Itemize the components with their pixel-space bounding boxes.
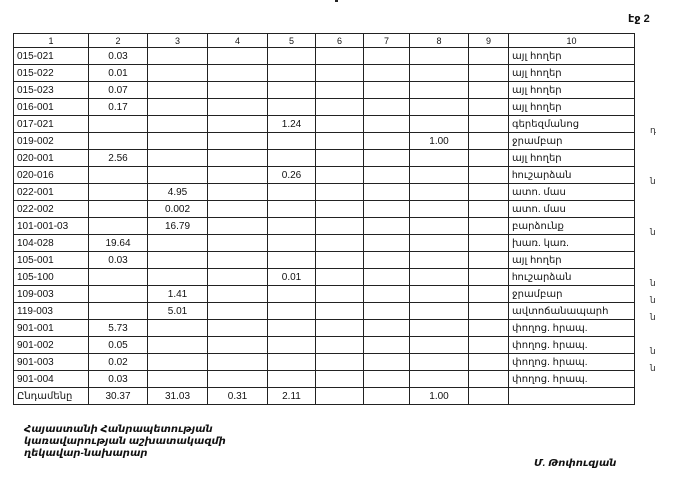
area-value [208,337,268,354]
area-value [469,133,509,150]
area-value [208,48,268,65]
area-value [208,354,268,371]
area-value [268,65,316,82]
table-row [14,320,635,337]
area-value [410,48,469,65]
table-row [14,354,635,371]
area-value [410,252,469,269]
parcel-code: 901-002 [14,337,89,354]
area-value: 0.01 [89,65,148,82]
area-value [316,354,364,371]
area-value [469,150,509,167]
parcel-code: 105-001 [14,252,89,269]
area-value [316,269,364,286]
area-value [469,371,509,388]
table-row [14,150,635,167]
table-row [14,82,635,99]
area-value: 4.95 [148,184,208,201]
table-row [14,252,635,269]
total-value [316,388,364,405]
area-value [469,252,509,269]
land-table [13,33,635,405]
margin-mark: ն [650,176,656,186]
area-value: 0.03 [89,371,148,388]
area-value [410,320,469,337]
signature-block [24,424,226,460]
area-value [469,235,509,252]
header-row [14,34,635,48]
area-value [148,133,208,150]
page-number: էջ 2 [628,13,650,25]
land-type: այլ հողեր [509,82,635,99]
total-label: Ընդամենը [14,388,89,405]
area-value [89,167,148,184]
area-value [364,320,410,337]
area-value [364,99,410,116]
area-value [208,235,268,252]
area-value [89,201,148,218]
area-value [469,286,509,303]
area-value: 16.79 [148,218,208,235]
area-value [410,303,469,320]
land-type: խառ. կառ. [509,235,635,252]
area-value [410,167,469,184]
area-value [148,269,208,286]
area-value [268,184,316,201]
total-value [364,388,410,405]
area-value [469,218,509,235]
area-value [148,116,208,133]
area-value [208,133,268,150]
area-value [410,82,469,99]
area-value: 0.07 [89,82,148,99]
area-value [316,167,364,184]
area-value [316,235,364,252]
margin-mark: ն [650,227,656,237]
parcel-code: 015-022 [14,65,89,82]
area-value: 1.41 [148,286,208,303]
area-value [208,218,268,235]
area-value [148,371,208,388]
land-type: այլ հողեր [509,65,635,82]
table-row [14,65,635,82]
total-value [469,388,509,405]
area-value [364,65,410,82]
land-type: hուշարձան [509,167,635,184]
area-value [410,354,469,371]
area-value [316,320,364,337]
column-header: 9 [469,34,509,48]
area-value: 0.02 [89,354,148,371]
area-value [316,303,364,320]
area-value [148,337,208,354]
area-value [89,184,148,201]
total-value: 31.03 [148,388,208,405]
area-value [469,184,509,201]
area-value [469,354,509,371]
area-value [364,354,410,371]
area-value [316,133,364,150]
parcel-code: 015-023 [14,82,89,99]
area-value [268,133,316,150]
total-value: 2.11 [268,388,316,405]
table-row [14,337,635,354]
table-row [14,303,635,320]
footer-line-3: ղեկավար-նախարար [24,448,148,459]
area-value [316,82,364,99]
area-value [364,48,410,65]
area-value [208,371,268,388]
area-value [268,252,316,269]
area-value: 0.002 [148,201,208,218]
table-row [14,99,635,116]
table-row [14,48,635,65]
area-value: 2.56 [89,150,148,167]
parcel-code: 901-004 [14,371,89,388]
land-type: այլ հողեր [509,99,635,116]
total-row [14,388,635,405]
area-value [364,133,410,150]
area-value [89,116,148,133]
area-value [410,184,469,201]
area-value [316,150,364,167]
area-value [410,235,469,252]
signatory-name: Մ. Թոփուզյան [534,458,617,469]
area-value [208,303,268,320]
parcel-code: 119-003 [14,303,89,320]
area-value: 0.01 [268,269,316,286]
margin-mark: ն [650,312,656,322]
column-header: 7 [364,34,410,48]
area-value: 5.01 [148,303,208,320]
land-type: ավտոճանապարհ [509,303,635,320]
table-row [14,133,635,150]
area-value [469,201,509,218]
area-value [364,201,410,218]
area-value [268,337,316,354]
area-value [469,320,509,337]
area-value [208,201,268,218]
area-value: 5.73 [89,320,148,337]
area-value [364,150,410,167]
area-value [364,235,410,252]
margin-mark: ն [650,295,656,305]
land-type: այլ հողեր [509,252,635,269]
area-value [89,303,148,320]
column-header: 3 [148,34,208,48]
area-value [364,252,410,269]
area-value: 0.03 [89,48,148,65]
area-value [316,252,364,269]
area-value [148,354,208,371]
land-type: ջրամբար [509,133,635,150]
area-value [268,235,316,252]
margin-mark: ն [650,278,656,288]
area-value [410,65,469,82]
area-value [148,252,208,269]
parcel-code: 901-001 [14,320,89,337]
area-value [89,286,148,303]
area-value [208,320,268,337]
table-row [14,167,635,184]
area-value [268,48,316,65]
area-value [364,337,410,354]
parcel-code: 901-003 [14,354,89,371]
parcel-code: 015-021 [14,48,89,65]
column-header: 2 [89,34,148,48]
area-value [364,82,410,99]
area-value [89,218,148,235]
area-value [469,99,509,116]
area-value [89,269,148,286]
area-value [410,201,469,218]
area-value [364,167,410,184]
area-value [208,99,268,116]
area-value [148,235,208,252]
total-value [509,388,635,405]
margin-mark: ն [650,346,656,356]
parcel-code: 104-028 [14,235,89,252]
land-type: գերեզմանոց [509,116,635,133]
area-value: 0.05 [89,337,148,354]
area-value [148,167,208,184]
area-value [316,48,364,65]
area-value [268,320,316,337]
area-value [148,65,208,82]
area-value [316,116,364,133]
area-value [469,269,509,286]
area-value [148,48,208,65]
footer-line-1: Հայաստանի Հանրապետության [24,424,213,435]
area-value [208,286,268,303]
parcel-code: 016-001 [14,99,89,116]
area-value: 1.00 [410,133,469,150]
parcel-code: 020-016 [14,167,89,184]
land-type: փողոց. հրապ. [509,320,635,337]
area-value [410,116,469,133]
area-value [316,184,364,201]
area-value [410,337,469,354]
land-type: փողոց. հրապ. [509,371,635,388]
area-value [268,82,316,99]
area-value [148,150,208,167]
area-value [268,354,316,371]
area-value [208,184,268,201]
table-row [14,218,635,235]
table-row [14,201,635,218]
area-value [410,269,469,286]
land-type: ատո. մաս [509,184,635,201]
parcel-code: 017-021 [14,116,89,133]
area-value [316,65,364,82]
land-type: ջրամբար [509,286,635,303]
parcel-code: 105-100 [14,269,89,286]
area-value [268,201,316,218]
parcel-code: 020-001 [14,150,89,167]
area-value [316,286,364,303]
total-value: 1.00 [410,388,469,405]
area-value [469,82,509,99]
area-value [316,337,364,354]
area-value [469,303,509,320]
parcel-code: 109-003 [14,286,89,303]
area-value [364,303,410,320]
parcel-code: 022-001 [14,184,89,201]
column-header: 1 [14,34,89,48]
area-value [268,218,316,235]
land-type: hուշարձան [509,269,635,286]
area-value [268,371,316,388]
land-type: ատո. մաս [509,201,635,218]
total-value: 30.37 [89,388,148,405]
table-row [14,235,635,252]
area-value [316,99,364,116]
area-value [316,218,364,235]
table-row [14,371,635,388]
area-value [268,99,316,116]
table-row [14,269,635,286]
area-value [469,116,509,133]
land-type: բարձունք [509,218,635,235]
area-value [316,371,364,388]
area-value [208,150,268,167]
area-value [208,269,268,286]
area-value [469,337,509,354]
area-value [364,116,410,133]
column-header: 6 [316,34,364,48]
total-value: 0.31 [208,388,268,405]
area-value: 0.17 [89,99,148,116]
area-value [469,65,509,82]
margin-mark: դ [650,125,656,135]
area-value [89,133,148,150]
area-value [268,150,316,167]
area-value [148,99,208,116]
area-value [469,167,509,184]
area-value: 0.26 [268,167,316,184]
area-value [208,82,268,99]
area-value [208,167,268,184]
column-header: 4 [208,34,268,48]
area-value [316,201,364,218]
table-row [14,286,635,303]
area-value [148,82,208,99]
column-header: 8 [410,34,469,48]
margin-mark: ն [650,363,656,373]
area-value [364,371,410,388]
area-value: 0.03 [89,252,148,269]
area-value [364,184,410,201]
area-value [410,286,469,303]
area-value [410,218,469,235]
column-header: 5 [268,34,316,48]
land-type: այլ հողեր [509,48,635,65]
area-value [410,150,469,167]
area-value [268,286,316,303]
area-value [410,99,469,116]
area-value [208,65,268,82]
land-type: փողոց. հրապ. [509,337,635,354]
column-header: 10 [509,34,635,48]
footer-line-2: կառավարության աշխատակազմի [24,436,226,447]
area-value [268,303,316,320]
land-type: այլ հողեր [509,150,635,167]
parcel-code: 101-001-03 [14,218,89,235]
area-value [469,48,509,65]
land-type: փողոց. հրապ. [509,354,635,371]
table-row [14,116,635,133]
scan-mark [335,0,338,2]
area-value: 1.24 [268,116,316,133]
area-value [364,218,410,235]
parcel-code: 019-002 [14,133,89,150]
area-value: 19.64 [89,235,148,252]
area-value [364,286,410,303]
area-value [364,269,410,286]
area-value [148,320,208,337]
area-value [208,116,268,133]
table-row [14,184,635,201]
area-value [208,252,268,269]
area-value [410,371,469,388]
parcel-code: 022-002 [14,201,89,218]
